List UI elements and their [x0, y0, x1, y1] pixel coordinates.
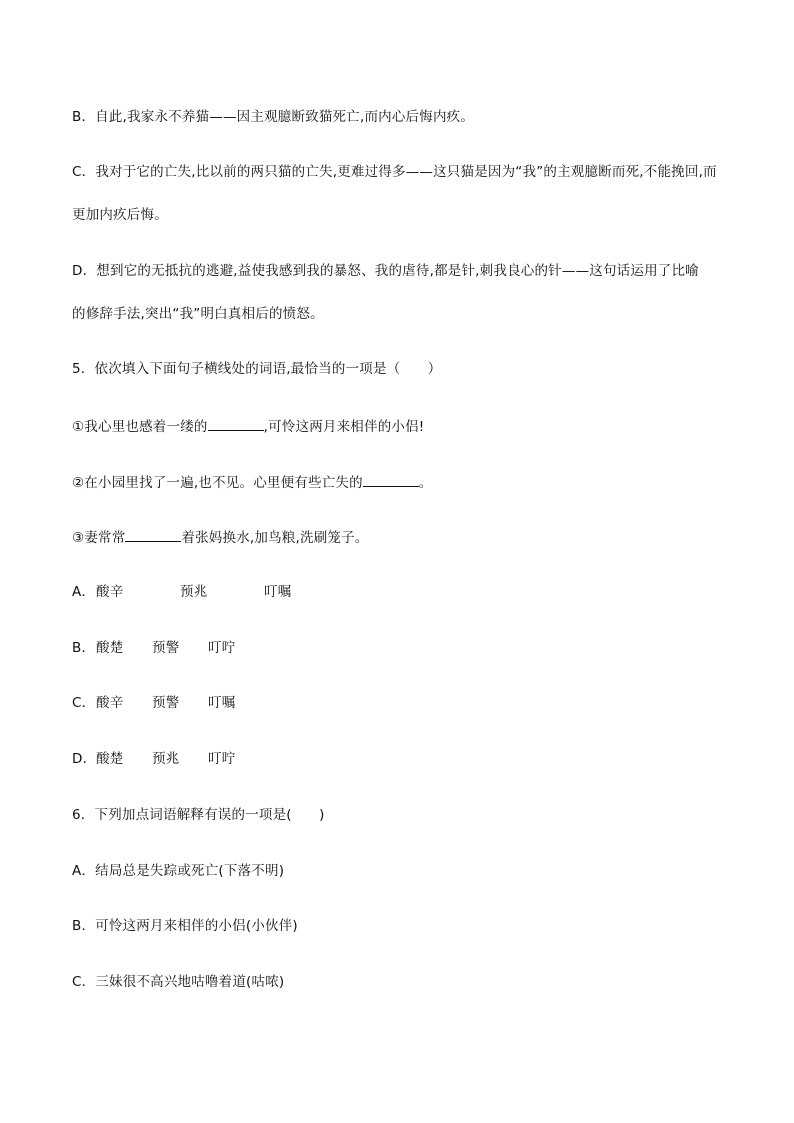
q5-s3-blank — [125, 527, 181, 542]
option-word-3: 叮咛 — [208, 751, 236, 767]
q5-sentence-2 — [72, 472, 433, 492]
option-word-2: 预警 — [152, 695, 180, 711]
q6-stem: 6．下列加点词语解释有误的一项是( ) — [72, 807, 325, 823]
q4-option-d-line1: D．想到它的无抵抗的逃避,益使我感到我的暴怒、我的虐待,都是针,刺我良心的针——这句话运用了比喻 — [72, 263, 699, 279]
option-word-2: 预警 — [152, 640, 180, 656]
q5-s2-before: ②在小园里找了一遍,也不见。心里便有些亡失的 — [72, 475, 363, 491]
option-word-3: 叮嘱 — [264, 584, 292, 600]
q5-option-b — [72, 639, 235, 657]
q4-option-b: B．自此,我家永不养猫——因主观臆断致猫死亡,而内心后悔内疚。 — [72, 109, 475, 125]
option-word-1: 酸楚 — [96, 640, 124, 656]
q5-option-a — [72, 583, 291, 601]
option-label: D． — [72, 751, 97, 767]
option-word-1: 酸辛 — [96, 695, 124, 711]
option-word-2: 预兆 — [152, 751, 180, 767]
q5-s2-blank — [363, 472, 419, 487]
q5-stem: 5．依次填入下面句子横线处的词语,最恰当的一项是（ ） — [72, 361, 442, 377]
q5-option-d — [72, 750, 235, 768]
option-label: A． — [72, 584, 96, 600]
q4-option-c-line2: 更加内疚后悔。 — [72, 207, 168, 223]
option-label: C． — [72, 695, 96, 711]
q4-option-d-line2: 的修辞手法,突出“我”明白真相后的愤怒。 — [72, 306, 324, 322]
option-word-1: 酸楚 — [96, 751, 124, 767]
option-word-3: 叮嘱 — [208, 695, 236, 711]
q5-s3-before: ③妻常常 — [72, 530, 126, 546]
q5-s1-blank — [208, 416, 264, 431]
q5-sentence-1 — [72, 416, 424, 436]
q5-s1-after: ,可怜这两月来相伴的小侣! — [263, 419, 425, 435]
q6-option-c: C．三妹很不高兴地咕噜着道(咕哝) — [72, 974, 285, 990]
q5-s1-before: ①我心里也感着一缕的 — [72, 419, 208, 435]
option-label: B． — [72, 640, 96, 656]
q5-option-c — [72, 694, 235, 712]
option-word-1: 酸辛 — [96, 584, 124, 600]
q6-option-b: B．可怜这两月来相伴的小侣(小伙伴) — [72, 918, 298, 934]
q4-option-c-line1: C．我对于它的亡失,比以前的两只猫的亡失,更难过得多——这只猫是因为“我”的主观臆断而死,不能挽回,而 — [72, 164, 717, 180]
q6-option-a: A．结局总是失踪或死亡(下落不明) — [72, 863, 285, 879]
q5-sentence-3 — [72, 527, 369, 547]
option-word-3: 叮咛 — [208, 640, 236, 656]
q5-s2-after: 。 — [418, 475, 433, 491]
q5-s3-after: 着张妈换水,加鸟粮,洗刷笼子。 — [181, 530, 369, 546]
option-word-2: 预兆 — [180, 584, 208, 600]
